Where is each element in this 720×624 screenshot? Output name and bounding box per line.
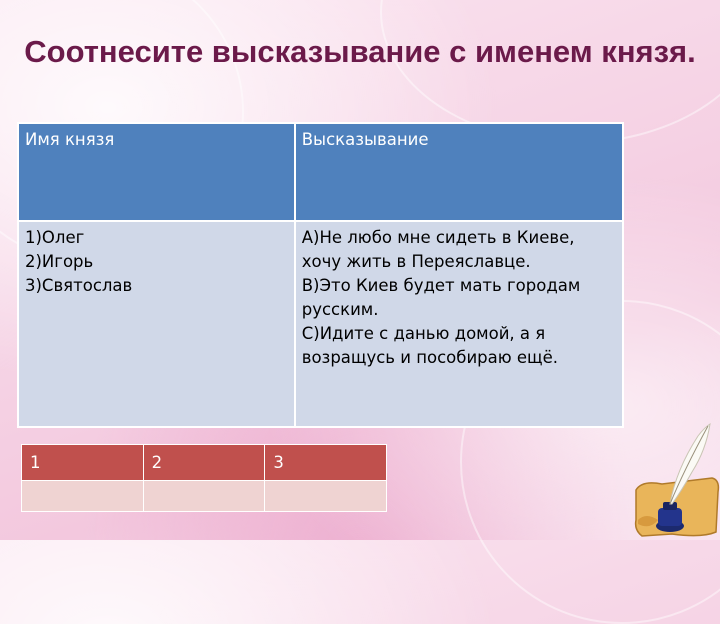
- quote-item: А)Не любо мне сидеть в Киеве, хочу жить в Переяславце.: [301, 228, 575, 271]
- slide-title: Соотнесите высказывание с именем князя.: [24, 34, 696, 69]
- prince-list: [18, 221, 295, 427]
- quote-item: В)Это Киев будет мать городам русским.: [301, 276, 581, 319]
- prince-item: 1)Олег: [25, 228, 85, 247]
- prince-item: 3)Святослав: [25, 276, 133, 295]
- quote-item: С)Идите с данью домой, а я возращусь и пособираю ещё.: [301, 324, 558, 367]
- answer-header-row: [22, 445, 387, 481]
- answer-cell[interactable]: [143, 481, 265, 512]
- answer-header-cell: 1: [22, 445, 144, 481]
- answer-cell[interactable]: [265, 481, 387, 512]
- quill-inkwell-icon: [632, 420, 720, 540]
- answer-cell[interactable]: [22, 481, 144, 512]
- answer-table: [21, 444, 387, 512]
- header-prince-name: Имя князя: [18, 123, 295, 221]
- answer-header-cell: 2: [143, 445, 265, 481]
- table-row: [18, 221, 623, 427]
- table-header-row: [18, 123, 623, 221]
- matching-table: [17, 122, 624, 428]
- answer-input-row: [22, 481, 387, 512]
- answer-header-cell: 3: [265, 445, 387, 481]
- header-quote: Высказывание: [295, 123, 623, 221]
- prince-item: 2)Игорь: [25, 252, 94, 271]
- quote-list: [295, 221, 623, 427]
